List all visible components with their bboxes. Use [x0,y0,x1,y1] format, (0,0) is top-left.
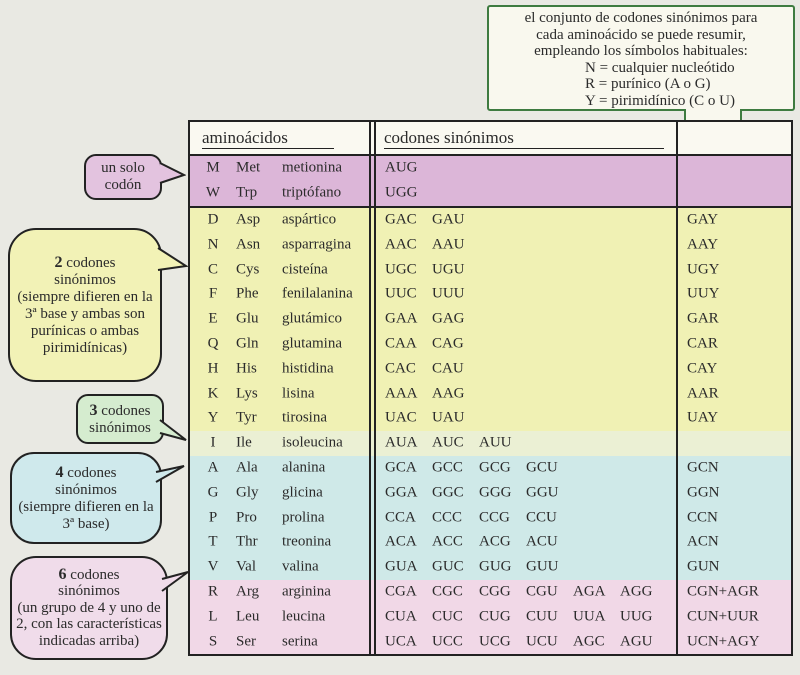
codon-list [385,236,479,253]
amino-letter: Q [207,335,219,352]
table-row [190,257,791,282]
codon-summary: CAR [687,335,718,352]
codon-summary: CGN+AGR [687,583,759,600]
amino-letter: H [207,360,219,377]
amino-abbr: Leu [236,608,260,625]
codon: CCC [432,509,463,526]
amino-abbr: Trp [236,184,258,201]
codon: UCG [479,633,511,650]
codon: UUU [432,285,465,302]
amino-name: alanina [282,459,326,476]
codon-list [385,484,573,501]
callout-count: 2 [54,253,63,271]
table-row [190,604,791,629]
codon: AAU [432,236,465,253]
codon: AAG [432,385,465,402]
amino-abbr: Asn [236,236,261,253]
codon: ACG [479,533,511,550]
codon-summary: CCN [687,509,718,526]
amino-abbr: Lys [236,385,258,402]
codon-list [385,583,667,600]
callout-note: (siempre difieren en la 3ª base) [18,498,154,532]
amino-abbr: Gln [236,335,259,352]
callout-title: 6 codones [58,565,120,583]
codon: UGC [385,261,417,278]
codon: CGC [432,583,463,600]
header-codons: codones sinónimos [384,128,664,149]
codon-list [385,608,667,625]
amino-letter: S [208,633,218,650]
codon: GAC [385,211,417,228]
table-row [190,629,791,654]
codon: UAU [432,409,465,426]
codon: UGU [432,261,465,278]
codon-list [385,633,667,650]
column-divider-double-1 [369,122,371,654]
callout-count: 6 [58,565,67,583]
legend-intro [489,10,793,60]
amino-name: histidina [282,360,334,377]
amino-name: glutamina [282,335,342,352]
amino-letter: G [207,484,219,501]
codon-list [385,410,479,427]
codon-summary: GAR [687,310,719,327]
table-row [190,480,791,505]
amino-name: arginina [282,583,331,600]
amino-letter: I [210,434,216,451]
table-row [190,208,791,233]
table-header [190,122,791,156]
callout-title: 2 codones [54,253,116,271]
codon-list [385,435,526,452]
codon-summary: GCN [687,459,719,476]
codon: GAU [432,211,465,228]
codon-summary: GAY [687,211,719,228]
amino-abbr: Val [236,558,256,575]
amino-name: tirosina [282,409,327,426]
amino-letter: V [207,558,219,575]
codon-summary: UUY [687,285,720,302]
text-line: cada aminoácido se puede resumir, [536,26,746,43]
codon-list [385,509,573,526]
codon: CAA [385,335,417,352]
codon: GCG [479,459,511,476]
amino-letter: M [206,159,220,176]
callout-two-tail-icon [156,246,188,278]
codon-list [385,335,479,352]
codon: UAC [385,409,417,426]
amino-letter: D [207,211,219,228]
amino-abbr: Pro [236,509,257,526]
table-row [190,406,791,431]
codon: CCU [526,509,557,526]
amino-name: fenilalanina [282,285,353,302]
codon: AGC [573,633,605,650]
table-rows [190,156,791,654]
codon-list [385,185,432,202]
codon: UCA [385,633,417,650]
codon: GUA [385,558,418,575]
text-line: R = purínico (A o G) [585,76,711,92]
codon: UCC [432,633,463,650]
amino-name: treonina [282,533,332,550]
amino-name: leucina [282,608,326,625]
amino-abbr: Met [236,159,261,176]
codon: CUG [479,608,511,625]
amino-name: lisina [282,385,315,402]
codon: AUC [432,434,464,451]
amino-name: triptófano [282,184,342,201]
codon: GAG [432,310,465,327]
amino-abbr: Ala [236,459,258,476]
callout-single-codon [84,154,162,200]
codon-summary: AAY [687,236,719,253]
codon-summary: UAY [687,409,719,426]
table-row [190,332,791,357]
codon-list [385,211,479,228]
codon: AAC [385,236,417,253]
amino-letter: T [208,533,218,550]
codon: UCU [526,633,558,650]
callout-note: (siempre difieren en la 3ª base y ambas son purínicas o ambas pirimidínicas) [17,288,153,356]
amino-abbr: His [236,360,257,377]
amino-letter: Y [207,409,219,426]
codon-summary: ACN [687,533,719,550]
codon-summary: GGN [687,484,720,501]
text-line: un solo [101,160,145,176]
amino-letter: C [207,261,218,278]
codon: CGG [479,583,511,600]
table-row [190,555,791,580]
text-line: N = cualquier nucleótido [585,59,735,76]
codon: GCC [432,459,463,476]
amino-letter: E [208,310,218,327]
amino-name: aspártico [282,211,337,228]
codon: CAU [432,360,464,377]
amino-name: cisteína [282,261,328,278]
codon: GGC [432,484,464,501]
header-aminoacids: aminoácidos [202,128,334,149]
codon-list [385,360,479,377]
legend-callout [487,5,795,111]
table-row [190,381,791,406]
callout-note: (un grupo de 4 y uno de 2, con las características indicadas arriba) [16,599,162,649]
amino-name: glicina [282,484,323,501]
callout-title2: sinónimos [54,271,116,288]
codon-list [385,286,479,303]
codon: CGA [385,583,417,600]
codon: GUG [479,558,512,575]
table-row [190,456,791,481]
callout-single-tail-icon [158,162,186,188]
amino-name: serina [282,633,318,650]
codon: ACU [526,533,558,550]
codon-list [385,559,573,576]
codon: GCU [526,459,558,476]
table-row [190,530,791,555]
text-line: empleando los símbolos habituales: [534,43,748,59]
codon: CGU [526,583,558,600]
table-row [190,282,791,307]
callout-title2: sinónimos [58,583,120,600]
callout-title2: sinónimos [89,419,151,436]
codon-summary: UGY [687,261,720,278]
codon: UUG [620,608,653,625]
codon: GGG [479,484,512,501]
legend-symbols [489,60,793,110]
codon-summary: CAY [687,360,718,377]
table-row [190,431,791,456]
codon: UUA [573,608,606,625]
amino-letter: F [208,285,218,302]
amino-name: asparragina [282,236,352,253]
amino-abbr: Cys [236,261,260,278]
codon: AUA [385,434,418,451]
codon: GUU [526,558,559,575]
codon-summary: CUN+UUR [687,608,759,625]
codon: CCG [479,509,510,526]
amino-letter: R [207,583,218,600]
table-row [190,505,791,530]
text-line: codón [104,177,142,193]
codon-list [385,385,479,402]
amino-abbr: Ile [236,434,252,451]
amino-name: isoleucina [282,434,343,451]
codon: GCA [385,459,417,476]
codon-list [385,459,573,476]
codon: AUU [479,434,512,451]
codon-list [385,160,432,177]
amino-name: prolina [282,509,325,526]
codon-summary: AAR [687,385,719,402]
codon: ACA [385,533,417,550]
amino-name: glutámico [282,310,342,327]
callout-four-tail-icon [154,462,186,488]
amino-abbr: Ser [236,633,256,650]
amino-abbr: Glu [236,310,259,327]
amino-abbr: Gly [236,484,259,501]
callout-count: 4 [55,463,64,481]
codon: AAA [385,385,418,402]
codon: UUC [385,285,417,302]
codon: CUA [385,608,417,625]
amino-abbr: Tyr [236,409,257,426]
callout-three-codons [76,394,164,444]
table-row [190,356,791,381]
amino-letter: A [207,459,219,476]
codon-list [385,311,479,328]
callout-count: 3 [89,401,98,419]
column-divider-double-2 [374,122,376,654]
amino-abbr: Arg [236,583,260,600]
table-row [190,580,791,605]
callout-title: 4 codones [55,463,117,481]
callout-title2: sinónimos [55,481,117,498]
callout-two-codons [8,228,162,382]
codon-summary: UCN+AGY [687,633,760,650]
codon-list [385,534,573,551]
amino-letter: W [205,184,221,201]
codon: GAA [385,310,418,327]
callout-six-tail-icon [160,567,190,595]
codon: AGG [620,583,653,600]
text-line: Y = pirimidínico (C o U) [585,92,735,109]
amino-letter: P [208,509,218,526]
codon: GUC [432,558,464,575]
amino-abbr: Asp [236,211,261,228]
table-row [190,156,791,181]
column-divider-summary [676,122,678,654]
amino-abbr: Thr [236,533,258,550]
callout-title: 3 codones [89,401,151,419]
codon: ACC [432,533,463,550]
callout-four-codons [10,452,162,544]
amino-name: metionina [282,159,342,176]
amino-letter: N [207,236,219,253]
text-line: el conjunto de codones sinónimos para [524,10,758,26]
callout-six-codons [10,556,168,660]
amino-name: valina [282,558,319,575]
callout-three-tail-icon [158,418,188,444]
codon: CAC [385,360,416,377]
codon: CCA [385,509,416,526]
codon-table [188,120,793,656]
codon-list [385,261,479,278]
table-row [190,232,791,257]
amino-abbr: Phe [236,285,259,302]
amino-letter: L [208,608,218,625]
table-row [190,181,791,208]
codon: GGU [526,484,559,501]
codon: AUG [385,159,418,176]
amino-letter: K [207,385,219,402]
codon-summary: GUN [687,558,720,575]
codon: GGA [385,484,418,501]
codon: UGG [385,184,418,201]
table-row [190,307,791,332]
codon: AGU [620,633,653,650]
codon: CUU [526,608,558,625]
codon: CAG [432,335,464,352]
codon: AGA [573,583,606,600]
codon: CUC [432,608,463,625]
